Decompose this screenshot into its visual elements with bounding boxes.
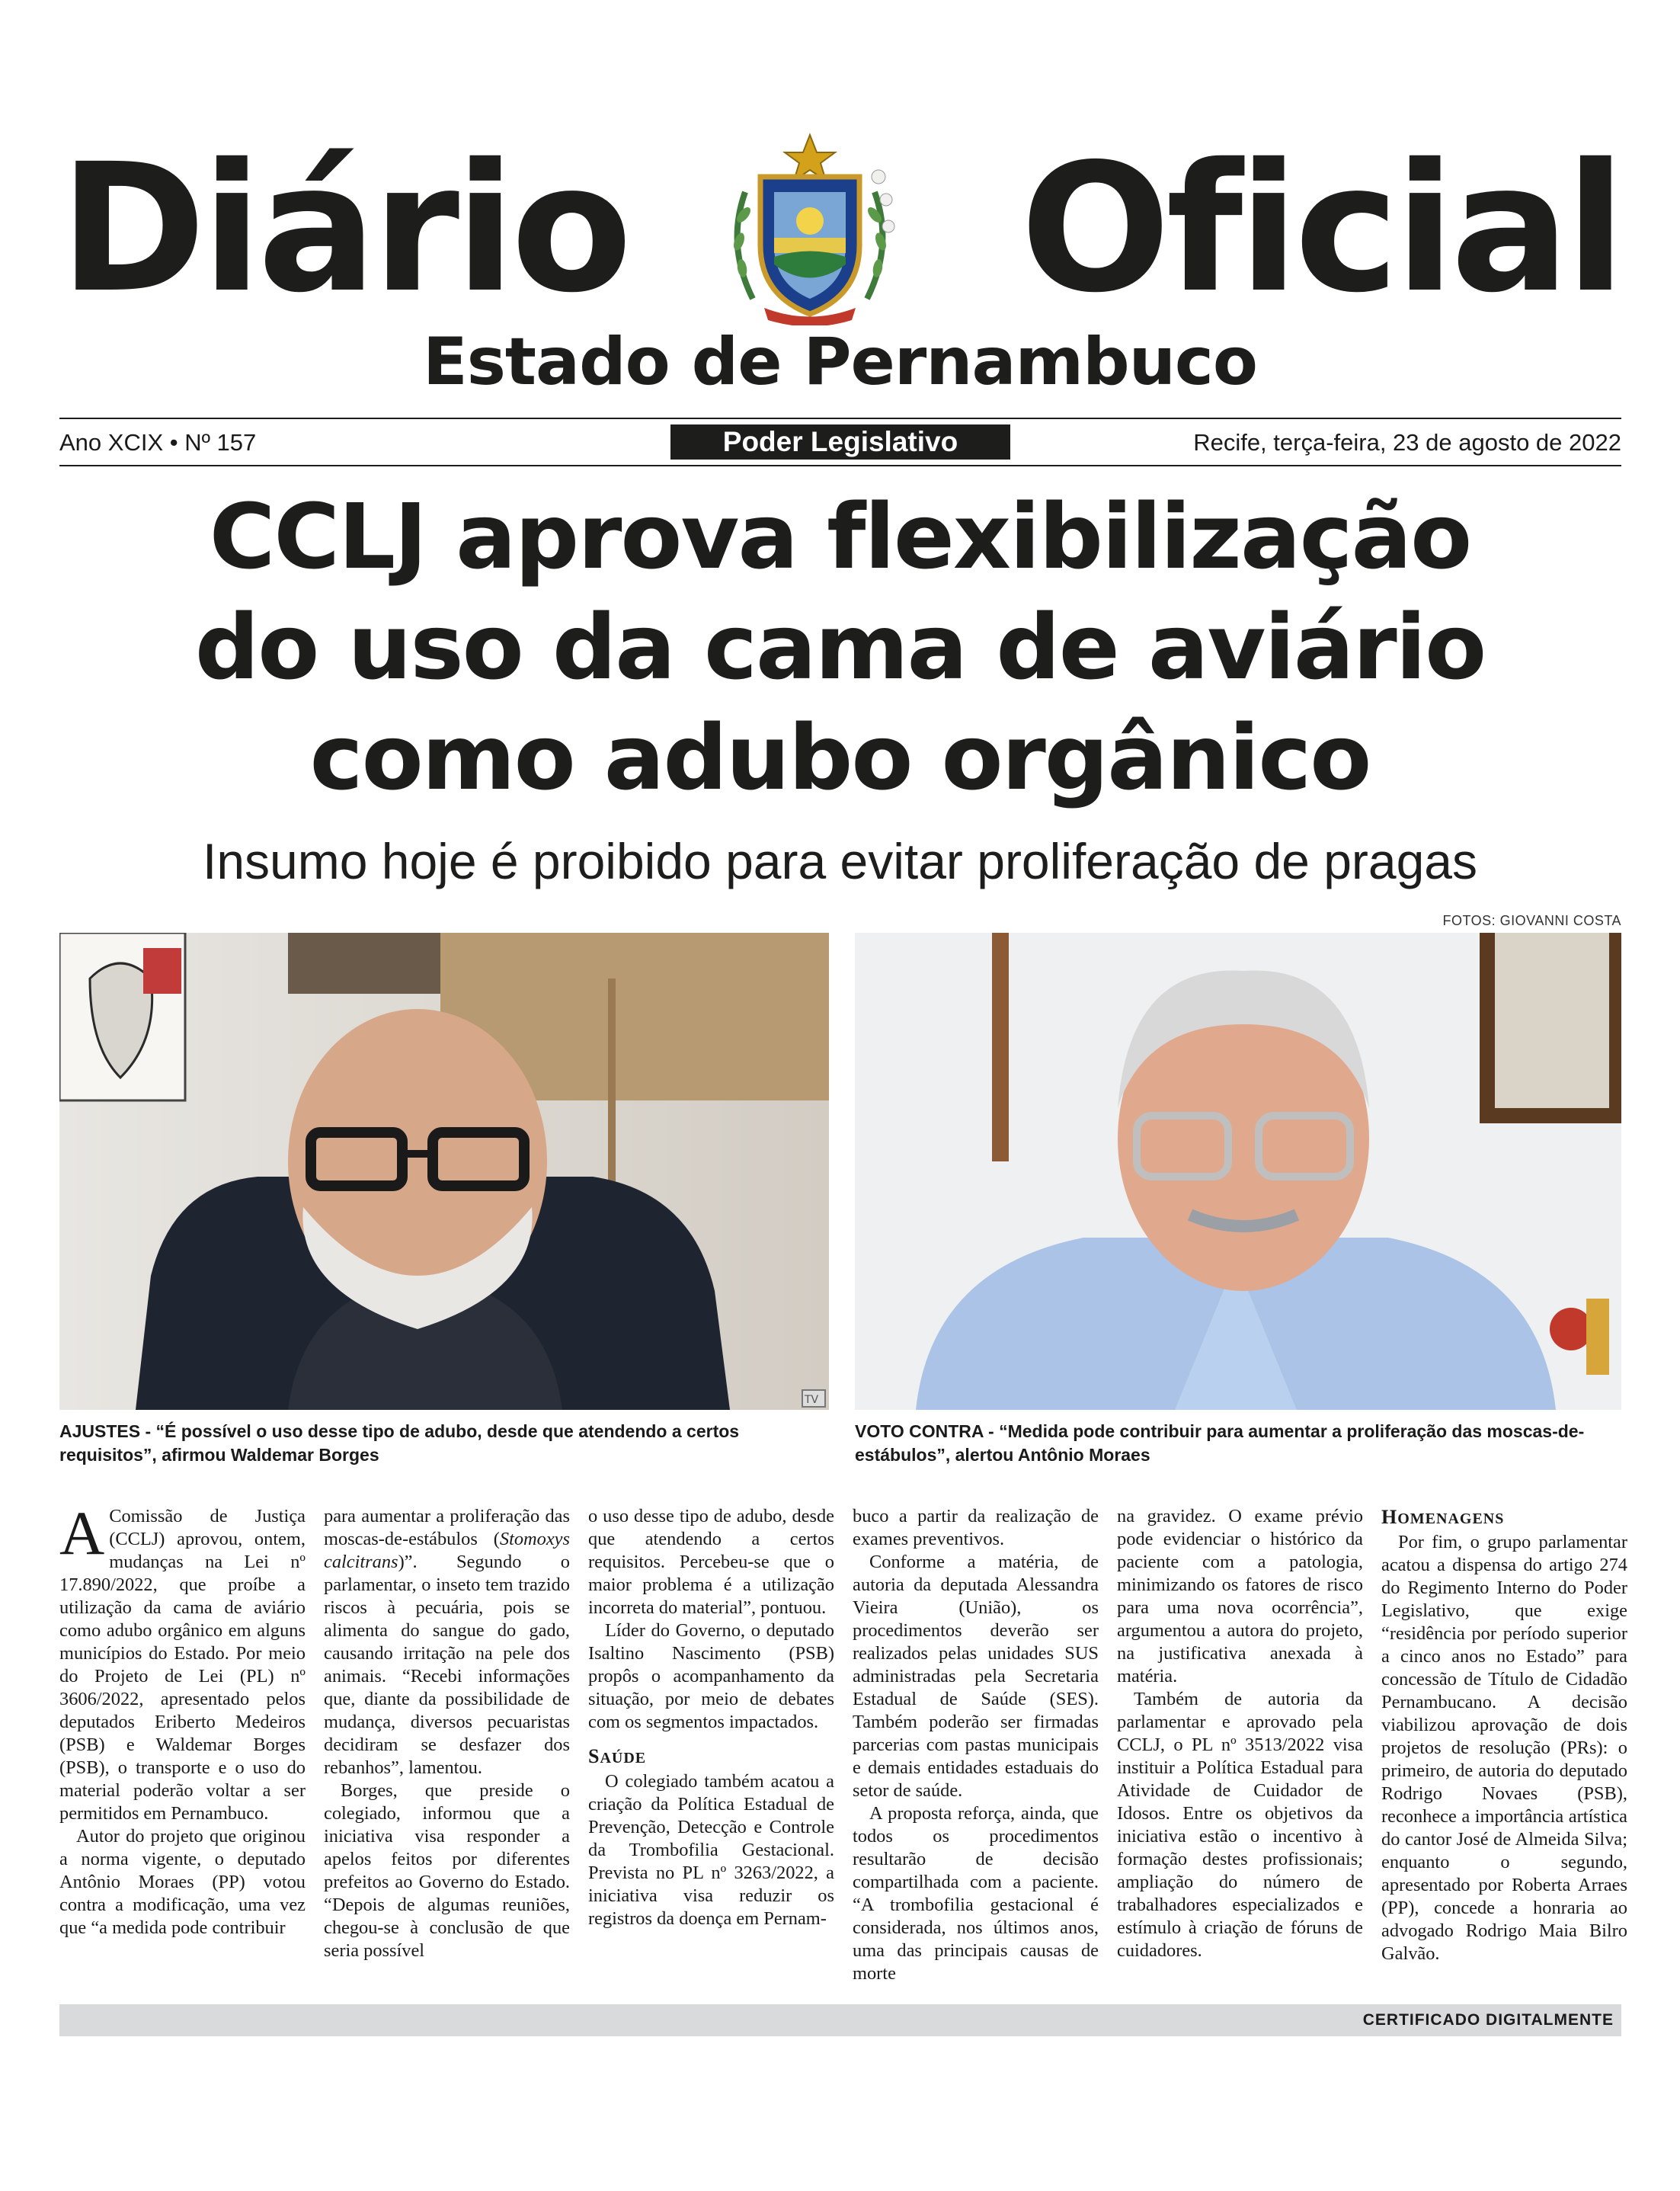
section-subtitle-homenagens: HOMENAGENS (1381, 1506, 1505, 1528)
photo-left-caption: AJUSTES - “É possível o uso desse tipo de adubo, desde que atendendo a certos requisitos”, afirmou Waldemar Borges (59, 1421, 740, 1465)
pernambuco-coat-of-arms-icon (722, 131, 898, 325)
info-bar (59, 423, 1621, 463)
article-paragraph: A proposta reforça, ainda, que todos os procedimentos resultarão de decisão compartilhada com a paciente. “A trombofilia gestacional é considerada, nos últimos anos, uma das principais causas de morte (853, 1803, 1099, 1984)
article-column-2 (324, 1505, 570, 1962)
article-paragraph: Líder do Governo, o deputado Isaltino Nascimento (PSB) propôs o acompanhamento da situação, por meio de debates com os segmentos impactados. (588, 1620, 834, 1732)
publication-date: Recife, terça-feira, 23 de agosto de 2022 (1193, 429, 1621, 456)
headline-line: CCLJ aprova flexibilização (209, 484, 1471, 589)
headline (0, 482, 1680, 813)
article-paragraph: A Comissão de Justiça (CCLJ) aprovou, ontem, mudanças na Lei nº 17.890/2022, que proíbe a utilização da cama de aviário como adubo orgânico em alguns municípios do Estado. Por meio do Projeto de Lei (PL) nº 3606/2022, apresentado pelos deputados Eriberto Medeiros (PSB) e Waldemar Borges (PSB), o transporte e o uso do material poderão voltar a ser permitidos em Pernambuco. (59, 1498, 306, 1824)
photo-waldemar-borges (59, 933, 829, 1410)
article-paragraph: Borges, que preside o colegiado, informou que a iniciativa visa responder a apelos feitos por diferentes prefeitos ao Governo do Estado. “Depois de algumas reuniões, chegou-se à conclusão de que seria possível (324, 1780, 570, 1961)
article-paragraph: buco a partir da realização de exames preventivos. (853, 1506, 1099, 1549)
photo-illustration (855, 933, 1621, 1410)
article-paragraph: Também de autoria da parlamentar e aprovado pela CCLJ, o PL nº 3513/2022 visa instituir a Política Estadual para Atividade de Cuidador de Idosos. Entre os objetivos da iniciativa estão o incentivo à formação destes profissionais; ampliação do número de trabalhadores especializados e estímulo à criação de fóruns de cuidadores. (1117, 1689, 1363, 1961)
section-badge: Poder Legislativo (670, 424, 1010, 460)
article-paragraph: na gravidez. O exame prévio pode evidenciar o histórico da paciente com a patologia, minimizando os fatores de risco para uma nova ocorrência”, argumentou a autora do projeto, na justificativa anexada à matéria. (1117, 1506, 1363, 1686)
edition-number: Ano XCIX • Nº 157 (59, 429, 257, 456)
article-column-6 (1381, 1505, 1627, 1965)
divider-bottom (59, 465, 1621, 466)
subheadline: Insumo hoje é proibido para evitar proliferação de pragas (202, 833, 1477, 889)
tv-watermark: TV (805, 1394, 819, 1406)
masthead-title-left: Diário (59, 126, 628, 332)
footer-bar (59, 2004, 1621, 2036)
masthead-state: Estado de Pernambuco (423, 324, 1257, 400)
article-paragraph: O colegiado também acatou a criação da Política Estadual de Prevenção, Detecção e Controle da Trombofilia Gestacional. Prevista no PL nº 3263/2022, a iniciativa visa reduzir os registros da doença em Pernam- (588, 1771, 834, 1929)
photo-antonio-moraes (855, 933, 1621, 1410)
article-column-3 (588, 1505, 834, 1930)
masthead (59, 114, 1621, 343)
digital-certification: CERTIFICADO DIGITALMENTE (1362, 2011, 1614, 2029)
article-paragraph: Por fim, o grupo parlamentar acatou a dispensa do artigo 274 do Regimento Interno do Poder Legislativo, que exige “residência por período superior a cinco anos no Estado” para concessão de Título de Cidadão Pernambucano. A decisão viabilizou aprovação de dois projetos de resolução (PRs): o primeiro, de autoria do deputado Rodrigo Novaes (PSB), reconhece a importância artística do cantor José de Almeida Silva; enquanto o segundo, apresentado por Roberta Arraes (PP), concede a honraria ao advogado Rodrigo Maia Bilro Galvão. (1381, 1532, 1627, 1964)
photo-credit: FOTOS: GIOVANNI COSTA (1442, 913, 1621, 928)
photo-right-caption: VOTO CONTRA - “Medida pode contribuir para aumentar a proliferação das moscas-de-estábulos”, alertou Antônio Moraes (855, 1421, 1585, 1465)
article-column-5 (1117, 1505, 1363, 1962)
article-paragraph: Conforme a matéria, de autoria da deputada Alessandra Vieira (União), os procedimentos deverão ser realizados pelas unidades SUS administradas pela Secretaria Estadual de Saúde (SES). Também poderão ser firmadas parcerias com pastas municipais e demais entidades estaduais do setor de saúde. (853, 1552, 1099, 1801)
photo-illustration (59, 933, 829, 1410)
divider-top (59, 418, 1621, 419)
article-paragraph: para aumentar a proliferação das moscas-de-estábulos (Stomoxys calcitrans)”. Segundo o parlamentar, o inseto tem trazido riscos à pecuária, pois se alimenta do sangue do gado, causando irritação na pele dos animais. “Recebi informações que, diante da possibilidade de mudança, diversos pecuaristas decidiram se desfazer dos rebanhos”, lamentou. (324, 1506, 570, 1778)
headline-line: do uso da cama de aviário (194, 594, 1486, 700)
article-paragraph: o uso desse tipo de adubo, desde que atendendo a certos requisitos. Percebeu-se que o maior problema é a utilização incorreta do material”, pontuou. (588, 1506, 834, 1618)
dropcap: A (59, 1498, 105, 1568)
article-column-4 (853, 1505, 1099, 1985)
masthead-title-right: Oficial (1020, 126, 1621, 332)
section-subtitle-saude: SAÚDE (588, 1745, 647, 1767)
article-column-1 (59, 1498, 306, 1940)
headline-line: como adubo orgânico (309, 705, 1371, 810)
article-paragraph: Autor do projeto que originou a norma vigente, o deputado Antônio Moraes (PP) votou contra a modificação, uma vez que “a medida pode contribuir (59, 1826, 306, 1938)
